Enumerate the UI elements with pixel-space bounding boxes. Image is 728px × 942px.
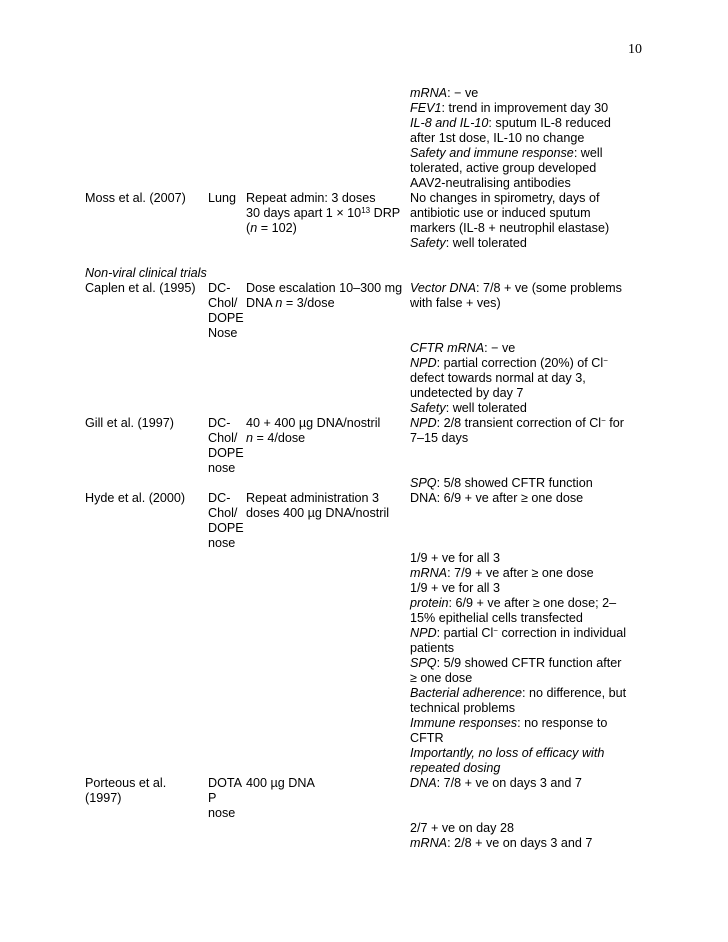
table-cell-text [410, 221, 609, 236]
page-number: 10 [628, 42, 642, 57]
table-cell-text [410, 176, 571, 191]
text-run: after 1st dose, IL-10 no change [410, 131, 585, 145]
text-run: Chol/ [208, 296, 238, 310]
table-cell-text [410, 236, 527, 251]
text-run: undetected by day 7 [410, 386, 524, 400]
text-run: : well tolerated [445, 401, 527, 415]
table-cell-text [410, 551, 500, 566]
table-cell-text [410, 341, 515, 356]
table-cell-text [410, 161, 596, 176]
text-run: : partial correction (20%) of Cl [436, 356, 604, 370]
table-cell-text [410, 671, 472, 686]
table-cell-text [208, 281, 230, 296]
text-run: DRP [370, 206, 401, 220]
text-run: 30 days apart 1 × 10 [246, 206, 362, 220]
italic-term: Non-viral clinical trials [85, 266, 207, 280]
table-cell-text [410, 776, 582, 791]
table-cell-text [410, 701, 515, 716]
text-run: correction in individual [497, 626, 627, 640]
text-run: = 3/dose [282, 296, 335, 310]
text-run: Hyde et al. (2000) [85, 491, 186, 505]
table-cell-text [410, 686, 626, 701]
table-cell-text [410, 746, 604, 761]
table-cell-text [410, 386, 523, 401]
text-run: 7–15 days [410, 431, 469, 445]
table-cell-text [85, 791, 121, 806]
italic-term: mRNA [410, 86, 448, 100]
text-run: patients [410, 641, 455, 655]
table-cell-text [410, 731, 444, 746]
table-cell-text [410, 581, 500, 596]
table-cell-text [85, 266, 207, 281]
text-run: : 7/9 + ve after ≥ one dose [447, 566, 594, 580]
text-run: Gill et al. (1997) [85, 416, 174, 430]
italic-term: NPD [410, 626, 437, 640]
italic-term: Vector DNA [410, 281, 477, 295]
text-run: = 102) [257, 221, 297, 235]
table-cell-text [410, 116, 611, 131]
table-cell-text [410, 356, 608, 371]
table-cell-text [410, 191, 599, 206]
table-cell-text [85, 281, 196, 296]
text-run: : 2/8 transient correction of Cl [436, 416, 602, 430]
text-run: : 5/9 showed CFTR function after [436, 656, 622, 670]
table-cell-text [85, 191, 186, 206]
italic-term: DNA [410, 776, 437, 790]
table-cell-text [410, 431, 468, 446]
table-cell-text [246, 221, 297, 236]
italic-term: n [250, 221, 258, 235]
text-run: markers (IL-8 + neutrophil elastase) [410, 221, 610, 235]
table-cell-text [208, 536, 235, 551]
table-cell-text [208, 806, 235, 821]
text-run: for [605, 416, 624, 430]
table-cell-text [246, 776, 315, 791]
text-run: : trend in improvement day 30 [441, 101, 609, 115]
text-run: Porteous et al. [85, 776, 167, 790]
table-cell-text [208, 776, 242, 791]
text-run: Chol/ [208, 506, 238, 520]
table-cell-text [208, 521, 244, 536]
table-cell-text [208, 431, 237, 446]
table-cell-text [85, 776, 166, 791]
text-run: = 4/dose [253, 431, 306, 445]
italic-term: Bacterial adherence [410, 686, 523, 700]
text-run: 40 + 400 µg DNA/nostril [246, 416, 381, 430]
text-run: Caplen et al. (1995) [85, 281, 196, 295]
table-cell-text [246, 431, 305, 446]
italic-term: Immune responses [410, 716, 518, 730]
text-run: DNA: 6/9 + ve after ≥ one dose [410, 491, 584, 505]
table-cell-text [410, 821, 514, 836]
table-cell-text [208, 446, 244, 461]
text-run: Chol/ [208, 431, 238, 445]
table-cell-text [410, 416, 624, 431]
text-run: 400 µg DNA [246, 776, 315, 790]
table-cell-text [410, 476, 593, 491]
text-run: nose [208, 536, 236, 550]
text-run: : − ve [447, 86, 479, 100]
table-cell-text [410, 131, 584, 146]
italic-term: n [275, 296, 283, 310]
text-run: : − ve [484, 341, 516, 355]
text-run: Repeat administration 3 [246, 491, 380, 505]
text-run: Dose escalation 10–300 mg [246, 281, 403, 295]
text-run: DOPE [208, 521, 244, 535]
table-cell-text [410, 656, 621, 671]
table-cell-text [208, 191, 236, 206]
italic-term: Importantly, no loss of efficacy with [410, 746, 605, 760]
italic-term: NPD [410, 356, 437, 370]
text-run: with false + ves) [410, 296, 501, 310]
text-run: DNA [246, 296, 276, 310]
text-run: 15% epithelial cells transfected [410, 611, 583, 625]
text-run: CFTR [410, 731, 444, 745]
text-run: DC- [208, 491, 231, 505]
table-cell-text [410, 836, 592, 851]
table-cell-text [208, 311, 244, 326]
table-cell-text [410, 716, 607, 731]
text-run: (1997) [85, 791, 122, 805]
text-run: tolerated, active group developed [410, 161, 597, 175]
italic-term: Safety and immune response [410, 146, 574, 160]
table-cell-text [410, 611, 583, 626]
text-run: No changes in spirometry, days of [410, 191, 600, 205]
superscript: − [493, 626, 498, 635]
italic-term: SPQ [410, 476, 437, 490]
italic-term: CFTR mRNA [410, 341, 485, 355]
italic-term: FEV1 [410, 101, 442, 115]
text-run: ≥ one dose [410, 671, 473, 685]
table-cell-text [246, 296, 335, 311]
table-cell-text [410, 626, 626, 641]
superscript: − [601, 416, 606, 425]
italic-term: IL-8 and IL-10 [410, 116, 489, 130]
text-run: DOPE [208, 311, 244, 325]
text-run: 1/9 + ve for all 3 [410, 551, 500, 565]
table-cell-text [208, 491, 230, 506]
table-cell-text [246, 281, 402, 296]
text-run: ( [246, 221, 251, 235]
text-run: Lung [208, 191, 237, 205]
text-run: AAV2-neutralising antibodies [410, 176, 571, 190]
text-run: nose [208, 461, 236, 475]
table-cell-text [208, 506, 237, 521]
table-cell-text [246, 191, 376, 206]
table-cell-text [410, 371, 586, 386]
text-run: Nose [208, 326, 238, 340]
table-cell-text [410, 146, 603, 161]
table-cell-text [410, 641, 454, 656]
table-cell-text [208, 416, 230, 431]
text-run: P [208, 791, 217, 805]
table-cell-text [410, 206, 591, 221]
table-cell-text [410, 296, 501, 311]
table-cell-text [410, 761, 500, 776]
text-run: : 5/8 showed CFTR function [436, 476, 593, 490]
text-run: : no difference, but [522, 686, 627, 700]
italic-term: mRNA [410, 566, 448, 580]
text-run: : 7/8 + ve (some problems [476, 281, 622, 295]
table-cell-text [410, 596, 616, 611]
italic-term: n [246, 431, 254, 445]
table-cell-text [410, 101, 608, 116]
table-cell-text [246, 491, 379, 506]
text-run: : 6/9 + ve after ≥ one dose; 2– [448, 596, 617, 610]
table-cell-text [208, 791, 216, 806]
table-cell-text [246, 206, 400, 221]
text-run: Moss et al. (2007) [85, 191, 186, 205]
text-run: antibiotic use or induced sputum [410, 206, 591, 220]
superscript: 13 [361, 206, 371, 215]
italic-term: repeated dosing [410, 761, 501, 775]
table-cell-text [410, 401, 527, 416]
text-run: doses 400 µg DNA/nostril [246, 506, 390, 520]
text-run: Repeat admin: 3 doses [246, 191, 376, 205]
table-cell-text [208, 326, 237, 341]
text-run: 2/7 + ve on day 28 [410, 821, 514, 835]
text-run: 1/9 + ve for all 3 [410, 581, 500, 595]
table-cell-text [85, 491, 185, 506]
table-cell-text [85, 416, 174, 431]
italic-term: SPQ [410, 656, 437, 670]
table-cell-text [410, 491, 583, 506]
table-cell-text [208, 461, 235, 476]
text-run: technical problems [410, 701, 515, 715]
text-run: DC- [208, 416, 231, 430]
text-run: : sputum IL-8 reduced [488, 116, 611, 130]
italic-term: protein [410, 596, 449, 610]
table-cell-text [208, 296, 237, 311]
text-run: : no response to [517, 716, 608, 730]
table-cell-text [410, 86, 478, 101]
text-run: DOTA [208, 776, 243, 790]
table-cell-text [246, 416, 380, 431]
italic-term: Safety [410, 401, 446, 415]
italic-term: Safety [410, 236, 446, 250]
table-cell-text [410, 281, 622, 296]
text-run: : 7/8 + ve on days 3 and 7 [436, 776, 582, 790]
text-run: DOPE [208, 446, 244, 460]
text-run: : well [573, 146, 603, 160]
text-run: defect towards normal at day 3, [410, 371, 586, 385]
italic-term: mRNA [410, 836, 448, 850]
table-cell-text [410, 566, 594, 581]
text-run: : partial Cl [436, 626, 494, 640]
text-run: : well tolerated [445, 236, 527, 250]
text-run: DC- [208, 281, 231, 295]
table-cell-text [246, 506, 389, 521]
italic-term: NPD [410, 416, 437, 430]
text-run: nose [208, 806, 236, 820]
text-run: : 2/8 + ve on days 3 and 7 [447, 836, 593, 850]
superscript: − [603, 356, 608, 365]
